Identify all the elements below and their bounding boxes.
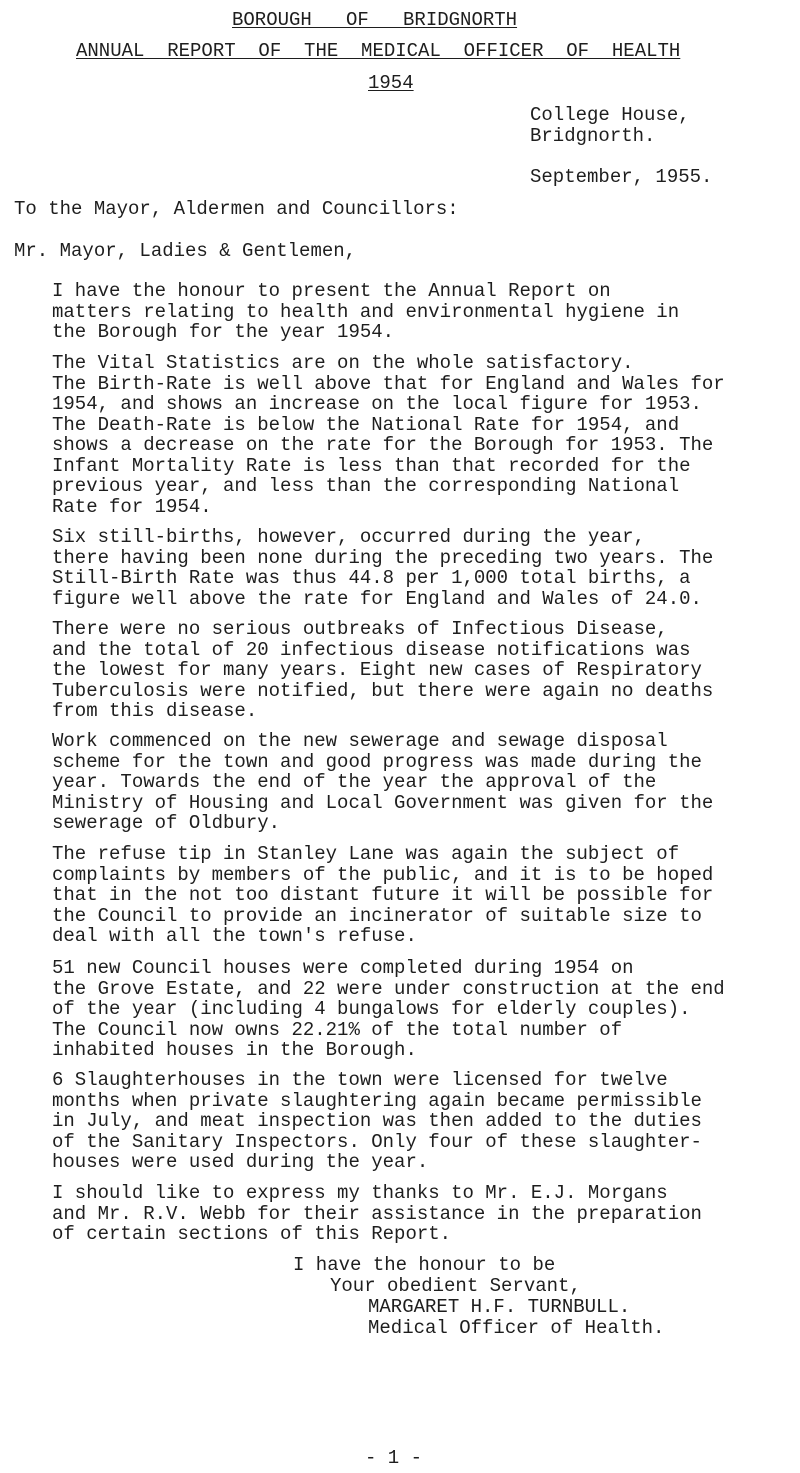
address-line-2: Bridgnorth. — [530, 125, 656, 147]
paragraph-infectious-disease: There were no serious outbreaks of Infectious Disease, and the total of 20 infectious disease notifications was the lowest for many years. Eight new cases of Respiratory Tuberculosis were notified, but there were again no deaths from this disease. — [52, 618, 714, 722]
paragraph-still-births: Six still-births, however, occurred during the year, there having been none during the preceding two years. The Still-Birth Rate was thus 44.8 per 1,000 total births, a figure well above the rate for England and Wales of 24.0. — [52, 526, 714, 610]
paragraph-introduction: I have the honour to present the Annual Report on matters relating to health and environmental hygiene in the Borough for the year 1954. — [52, 280, 680, 343]
salutation: Mr. Mayor, Ladies & Gentlemen, — [14, 240, 357, 262]
addressee: To the Mayor, Aldermen and Councillors: — [14, 198, 459, 220]
paragraph-acknowledgements: I should like to express my thanks to Mr. E.J. Morgans and Mr. R.V. Webb for their assistance in the preparation of certain sections of this Report. — [52, 1182, 702, 1245]
report-subtitle: ANNUAL REPORT OF THE MEDICAL OFFICER OF HEALTH — [76, 40, 681, 62]
letter-date: September, 1955. — [530, 166, 713, 188]
report-year: 1954 — [368, 72, 414, 94]
paragraph-slaughterhouses: 6 Slaughterhouses in the town were licensed for twelve months when private slaughtering again became permissible in July, and meat inspection was then added to the duties of the Sanitary Inspectors. Only four of these slaughter- houses were used during the year. — [52, 1069, 702, 1173]
paragraph-council-houses: 51 new Council houses were completed during 1954 on the Grove Estate, and 22 were under construction at the end of the year (including 4 bungalows for elderly couples). The Council now owns 22.21% of the total number of inhabited houses in the Borough. — [52, 957, 725, 1061]
address-line-1: College House, — [530, 104, 690, 126]
paragraph-refuse-tip: The refuse tip in Stanley Lane was again the subject of complaints by members of the public, and it is to be hoped that in the not too distant future it will be possible for the Council to provide an incinerator of suitable size to deal with all the town's refuse. — [52, 843, 714, 947]
report-borough-title: BOROUGH OF BRIDGNORTH — [232, 9, 518, 31]
signatory-role: Medical Officer of Health. — [368, 1317, 665, 1339]
page-number: - 1 - — [365, 1447, 423, 1469]
closing-line-1: I have the honour to be — [293, 1254, 556, 1276]
closing-line-2: Your obedient Servant, — [330, 1275, 581, 1297]
paragraph-vital-statistics: The Vital Statistics are on the whole satisfactory. The Birth-Rate is well above that for England and Wales for 1954, and shows an increase on the local figure for 1953. The Death-Rate is below the National Rate for 1954, and shows a decrease on the rate for the Borough for 1953. The Infant Mortality Rate is less than that recorded for the previous year, and less than the corresponding National Rate for 1954. — [52, 352, 725, 518]
signatory-name: MARGARET H.F. TURNBULL. — [368, 1296, 631, 1318]
paragraph-sewerage: Work commenced on the new sewerage and sewage disposal scheme for the town and good progress was made during the year. Towards the end of the year the approval of the Ministry of Housing and Local Government was given for the sewerage of Oldbury. — [52, 730, 714, 834]
